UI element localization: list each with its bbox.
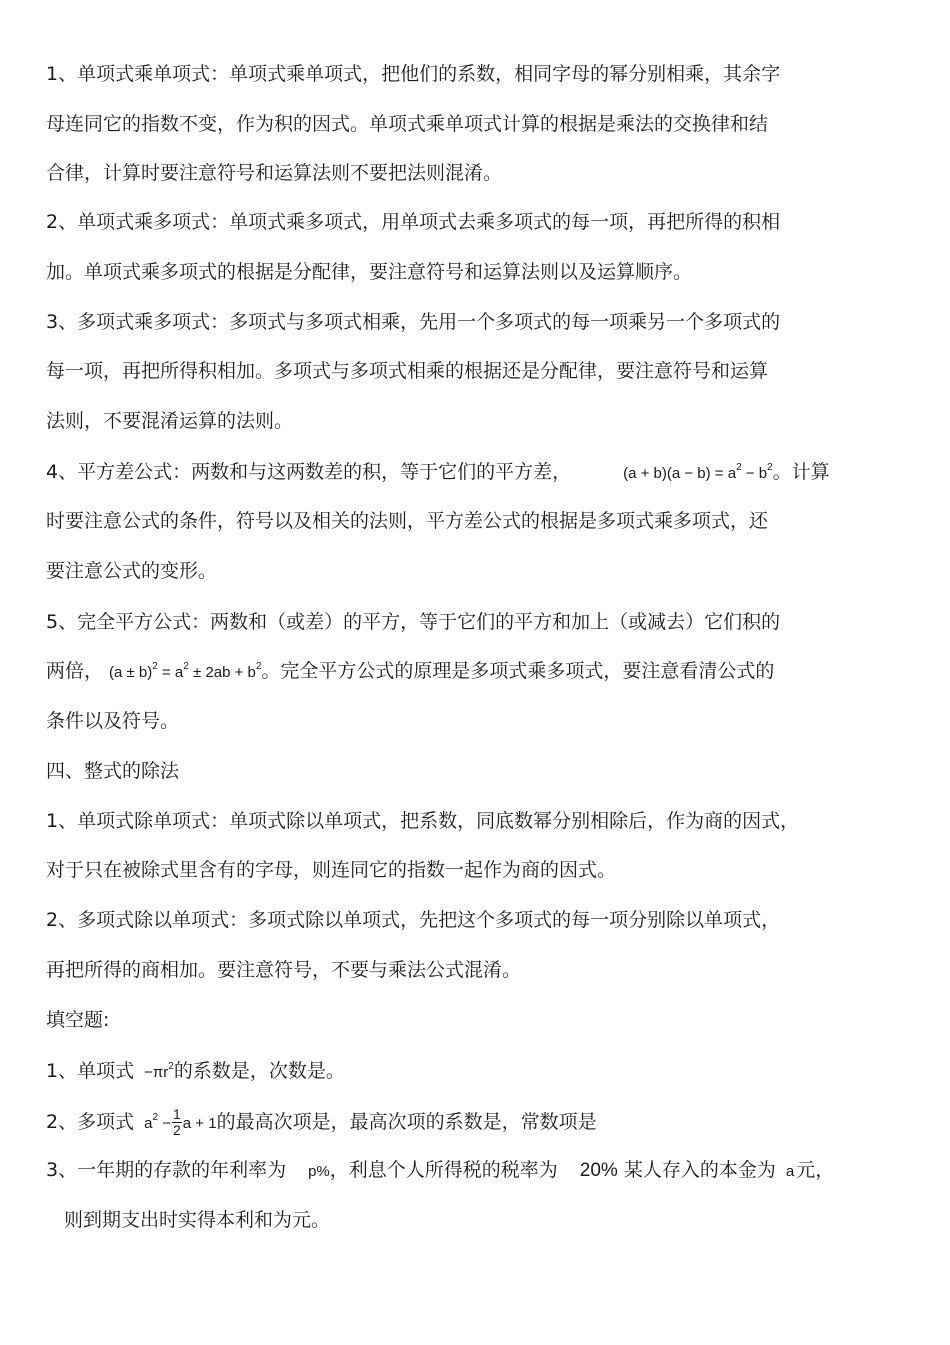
- q3-after: 元，: [796, 1159, 835, 1181]
- paragraph-line: 法则，不要混淆运算的法则。: [46, 410, 294, 432]
- paragraph-line: 2、单项式乘多项式：单项式乘多项式，用单项式去乘多项式的每一项，再把所得的积相: [46, 211, 781, 233]
- q1-pre: 1、单项式: [46, 1060, 141, 1082]
- q3-principal-a: a: [785, 1163, 795, 1180]
- item5-after: 。完全平方公式的原理是多项式乘多项式，要注意看清公式的: [261, 660, 775, 682]
- paragraph-line: 每一项，再把所得积相加。多项式与多项式相乘的根据还是分配律，要注意符号和运算: [46, 360, 769, 382]
- paragraph-line: 1、单项式乘单项式：单项式乘单项式，把他们的系数，相同字母的幂分别相乘，其余字: [46, 63, 781, 85]
- q2-after: 的最高次项是，最高次项的系数是，常数项是: [216, 1111, 597, 1133]
- q2-pre: 2、多项式: [46, 1111, 141, 1133]
- paragraph-line: 再把所得的商相加。要注意符号，不要与乘法公式混淆。: [46, 959, 522, 981]
- q2-polynomial-tail: a + 1: [182, 1115, 217, 1132]
- paragraph-line: 2、多项式除以单项式：多项式除以单项式，先把这个多项式的每一项分别除以单项式，: [46, 909, 781, 931]
- difference-of-squares-line: [46, 459, 830, 485]
- section-heading: 四、整式的除法: [46, 760, 180, 782]
- paragraph-line: 5、完全平方公式：两数和（或差）的平方，等于它们的平方和加上（或减去）它们积的: [46, 611, 781, 633]
- paragraph-line: 时要注意公式的条件，符号以及相关的法则，平方差公式的根据是多项式乘多项式，还: [46, 510, 769, 532]
- paragraph-line: 对于只在被除式里含有的字母，则连同它的指数一起作为商的因式。: [46, 859, 617, 881]
- item4-after: 。计算: [772, 461, 830, 483]
- paragraph-line: 则到期支出时实得本利和为元。: [64, 1209, 331, 1231]
- q3-tax-rate: 20%: [579, 1160, 618, 1181]
- q1-monomial: $-\pi r^2$: [144, 1061, 174, 1081]
- q2-fraction: $\frac{1}{2}$: [172, 1106, 181, 1138]
- q2-polynomial: $a^2$ −: [144, 1112, 171, 1132]
- paragraph-line: 1、单项式除单项式：单项式除以单项式，把系数，同底数幂分别相除后，作为商的因式，: [46, 810, 800, 832]
- paragraph-line: 条件以及符号。: [46, 710, 180, 732]
- q3-pre: 3、一年期的存款的年利率为: [46, 1159, 287, 1181]
- paragraph-line: 3、多项式乘多项式：多项式与多项式相乘，先用一个多项式的每一项乘另一个多项式的: [46, 311, 781, 333]
- item5-pre: 两倍，: [46, 660, 104, 682]
- q3-mid2: 某人存入的本金为: [617, 1159, 776, 1181]
- paragraph-line: 加。单项式乘多项式的根据是分配律，要注意符号和运算法则以及运算顺序。: [46, 261, 693, 283]
- paragraph-line: 母连同它的指数不变，作为积的因式。单项式乘单项式计算的根据是乘法的交换律和结: [46, 113, 769, 135]
- perfect-square-formula: $(a \pm b)^2 = a^2 \pm 2ab + b^2$: [109, 661, 262, 681]
- q3-rate-p: p%: [308, 1163, 330, 1180]
- q3-mid: ，利息个人所得税的税率为: [329, 1159, 558, 1181]
- perfect-square-line: [46, 658, 774, 684]
- item4-text: 4、平方差公式：两数和与这两数差的积，等于它们的平方差，: [46, 461, 572, 483]
- question-2: [46, 1106, 597, 1138]
- paragraph-line: 合律，计算时要注意符号和运算法则不要把法则混淆。: [46, 162, 503, 184]
- difference-of-squares-formula: $(a + b)(a - b) = a^2 - b^2$: [623, 462, 773, 482]
- paragraph-line: 要注意公式的变形。: [46, 560, 218, 582]
- question-3: [46, 1157, 834, 1183]
- question-1: [46, 1058, 345, 1084]
- q1-after: 的系数是，次数是。: [173, 1060, 345, 1082]
- fill-blank-heading: 填空题:: [46, 1009, 110, 1031]
